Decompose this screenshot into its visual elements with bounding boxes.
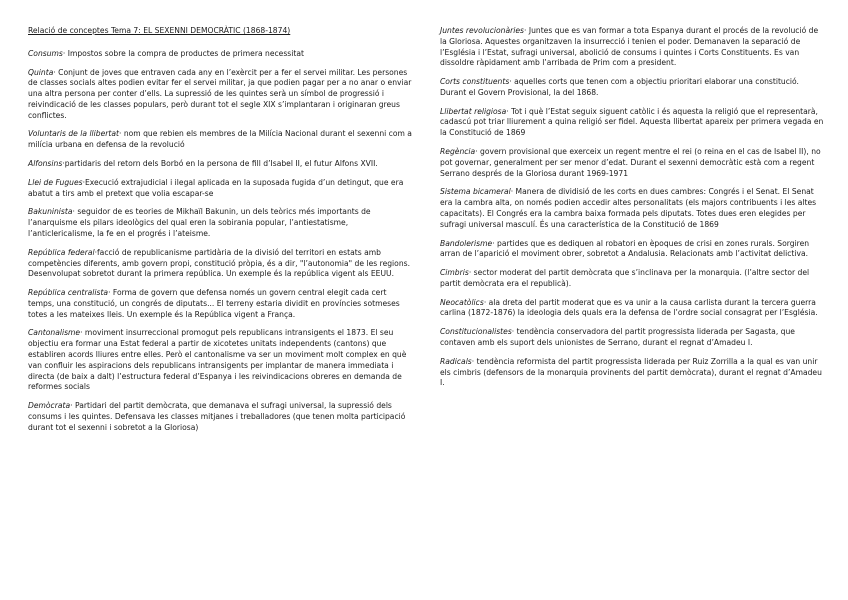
concept-definition: · Forma de govern que defensa només un govern central elegit cada cert temps, una constitució, un congrés de diputats... El terreny estaria dividit en províncies sotmeses totes a les mateixes lleis. Un exemple és la República vigent a França. bbox=[28, 288, 400, 319]
concept-definition: · sector moderat del partit demòcrata que s’inclinava per la monarquia. (l’altre sector del partit demòcrata era el republicà). bbox=[440, 268, 810, 288]
concept-term: República federal bbox=[28, 247, 95, 257]
concept-definition: · Tot i què l’Estat seguix siguent catòlic i és aquesta la religió que el representarà, cadascú pot triar lliurement a quina religió ser fidel. Aquesta llibertat apareix per primera vegada en la Constitució de 1869 bbox=[440, 106, 824, 138]
concept-definition: · ala dreta del partit moderat que es va unir a la causa carlista durant la tercera guerra carlina (1872-1876) la ideologia dels quals era la defensa de l’ordre social consagrat per l’Església. bbox=[440, 297, 818, 318]
concept-term: Alfonsins bbox=[28, 159, 63, 169]
concept-term: Bandolerisme bbox=[440, 238, 493, 248]
concept-term: Quinta bbox=[28, 67, 54, 77]
concept-definition: · aquelles corts que tenen com a objectiu prioritari elaborar una constitució. Durant el Govern Provisional, la del 1868. bbox=[440, 77, 799, 97]
concept-entry bbox=[440, 268, 824, 290]
concept-term: República centralista bbox=[28, 288, 109, 298]
concept-definition: ·facció de republicanisme partidària de la divisió del territori en estats amb competències diferents, amb govern propi, constitució pròpia, és a dir, "l’autonomia" de les regions. Desenvolupat sobretot durant la primera república. Un exemple és la república vigent als EEUU. bbox=[28, 247, 410, 279]
concept-term: Consums bbox=[28, 48, 63, 58]
right-column bbox=[440, 26, 824, 397]
concept-entry bbox=[440, 147, 824, 179]
concept-entry bbox=[440, 26, 824, 69]
concept-entry bbox=[440, 107, 824, 139]
concept-entry bbox=[440, 298, 824, 320]
concept-definition: · Manera de dividisió de les corts en dues cambres: Congrés i el Senat. El Senat era la cambra alta, on només podien accedir altes personalitats (els majors contribuents i les altes capacitats). El Congrés era la cambra baixa formada pels diputats. Totes dues eren elegides per sufragi universal masculí. És una característica de la Constitució de 1869 bbox=[440, 187, 817, 229]
concept-definition: ·partidaris del retorn dels Borbó en la persona de fill d’Isabel II, el futur Alfons XVII. bbox=[62, 159, 378, 169]
concept-term: Cimbris bbox=[440, 268, 469, 278]
concept-term: Neocatòlics bbox=[440, 297, 484, 307]
concept-term: Radicals bbox=[440, 356, 472, 366]
page-title: Relació de conceptes Tema 7: EL SEXENNI DEMOCRÀTIC (1868-1874) bbox=[28, 26, 291, 35]
concept-term: Regència bbox=[440, 147, 476, 157]
concept-term: Corts constituents bbox=[440, 77, 510, 87]
concept-term: Bakuninista bbox=[28, 207, 73, 217]
concept-definition: · Juntes que es van formar a tota Espanya durant el procés de la revolució de la Gloriosa. Aquestes organitzaven la insurrecció i tenien el poder. Demanaven la separació de l’Església i l’Estat, sufragi universal, abolició de consums i quintes i Corts Constituents. Es van dissoldre ràpidament amb l’arribada de Prim com a president. bbox=[440, 26, 819, 68]
concept-term: Llibertat religiosa bbox=[440, 106, 507, 116]
concept-definition: · seguidor de es teories de Mikhaïl Bakunin, un dels teòrics més importants de l’anarquisme els pilars ideològics del qual eren la sobirania popular, l’antiestatisme, l’anticlericalisme, la fe en el progrés i l’ateisme. bbox=[28, 207, 371, 238]
concept-entry bbox=[28, 159, 414, 170]
concept-entry bbox=[28, 248, 414, 280]
concept-definition: · Partidari del partit demòcrata, que demanava el sufragi universal, la supressió dels consums i les quintes. Defensava les classes mitjanes i treballadores (que tenen molta participació durant tot el sexenni i sobretot a la Gloriosa) bbox=[28, 401, 406, 432]
concept-term: Voluntaris de la llibertat bbox=[28, 129, 119, 139]
concept-term: Constitucionalistes bbox=[440, 327, 512, 337]
concept-entry bbox=[440, 187, 824, 230]
concept-list-right bbox=[440, 26, 824, 389]
concept-definition: · moviment insurreccional promogut pels republicans intransigents el 1873. El seu objectiu era formar una Estat federal a partir de xicotetes unitats independents (cantons) que establiren acords lliures entre elles. Però el cantonalisme va ser un moviment molt complex en què van confluir les aspiracions dels republicans intransigents per implantar de manera immediata i directa (de baix a dalt) l’estructura federal d’Espanya i les reivindicacions obreres en demanda de reformes socials bbox=[28, 328, 407, 392]
concept-definition: · Conjunt de joves que entraven cada any en l’exèrcit per a fer el servei militar. Les persones de classes socials altes podien evitar fer el servei militar, ja que podien pagar per a no anar o enviar una altra persona per conter d’ells. La supressió de les quintes serà un símbol de progressió i reivindicació de les classes populars, però durant tot el segle XIX s’implantaran i originaran greus conflictes. bbox=[28, 67, 412, 120]
concept-entry bbox=[28, 288, 414, 320]
concept-entry bbox=[28, 328, 414, 393]
concept-term: Cantonalisme bbox=[28, 328, 81, 338]
concept-entry bbox=[28, 178, 414, 200]
concept-definition: · partides que es dediquen al robatori en èpoques de crisi en zones rurals. Sorgiren arran de l’aparició el moviment obrer, sobretot a Andalusia. Relacionats amb l’activitat delictiva. bbox=[440, 238, 810, 259]
concept-entry bbox=[28, 129, 414, 151]
concept-entry bbox=[440, 77, 824, 99]
concept-list-left bbox=[28, 49, 414, 434]
concept-entry bbox=[440, 327, 824, 349]
concept-entry bbox=[440, 239, 824, 261]
concept-entry bbox=[28, 68, 414, 122]
concept-definition: · govern provisional que exerceix un regent mentre el rei (o reina en el cas de Isabel II), no pot governar, generalment per ser menor d’edat. Durant el sexenni democràtic està com a regent Serrano després de la Gloriosa durant 1969-1971 bbox=[440, 147, 821, 178]
concept-definition: · tendència reformista del partit progressista liderada per Ruiz Zorrilla a la qual es van unir els cimbris (defensors de la monarquia provinents del partit demòcrata), durant el regnat d’Amadeu I. bbox=[440, 356, 822, 388]
concept-entry bbox=[28, 401, 414, 433]
concept-entry bbox=[28, 49, 414, 60]
concept-term: Demòcrata bbox=[28, 401, 71, 411]
concept-entry bbox=[440, 357, 824, 389]
concept-definition: · Impostos sobre la compra de productes de primera necessitat bbox=[62, 48, 304, 58]
concept-definition: ·Execució extrajudicial i ilegal aplicada en la suposada fugida d’un detingut, que era abatut a tirs amb el pretext que volia escapar-se bbox=[28, 177, 404, 198]
concept-term: Juntes revolucionàries bbox=[440, 26, 524, 35]
concept-definition: · tendència conservadora del partit progressista liderada per Sagasta, que contaven amb els suport dels unionistes de Serrano, durant el regnat d’Amadeu I. bbox=[440, 327, 795, 347]
concept-term: Sistema bicameral bbox=[440, 187, 511, 197]
concept-definition: · nom que rebien els membres de la Milícia Nacional durant el sexenni com a milícia urbana en defensa de la revolució bbox=[28, 129, 412, 150]
concept-term: Llei de Fugues bbox=[28, 177, 83, 187]
left-column bbox=[28, 26, 414, 441]
concept-entry bbox=[28, 207, 414, 239]
